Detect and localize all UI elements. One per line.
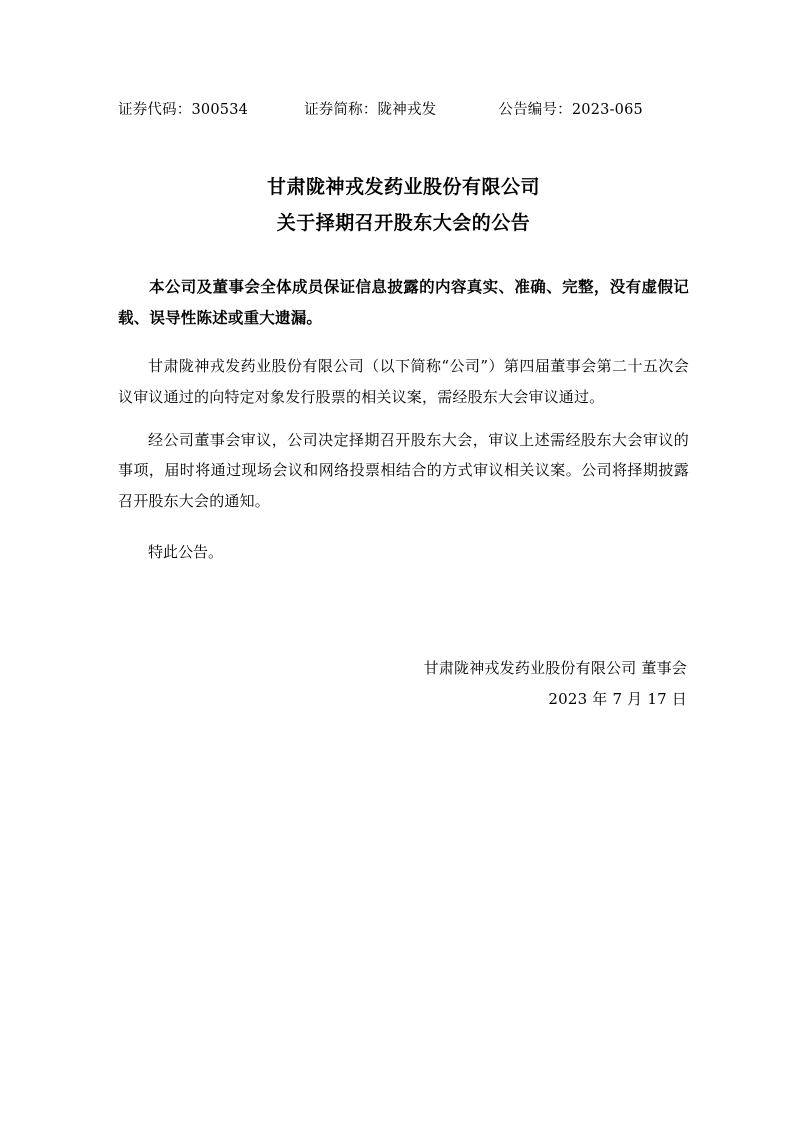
page-title: [118, 169, 689, 241]
body-paragraph-2: 经公司董事会审议，公司决定择期召开股东大会，审议上述需经股东大会审议的事项，届时将通过现场会议和网络投票相结合的方式审议相关议案。公司将择期披露召开股东大会的通知。: [118, 430, 689, 511]
title-line-subject: 关于择期召开股东大会的公告: [276, 212, 531, 235]
security-abbreviation: 证券简称：陇神戎发: [304, 102, 437, 118]
document-header: [118, 98, 689, 119]
signature-company: 甘肃陇神戎发药业股份有限公司 董事会: [423, 658, 687, 677]
announcement-number: 公告编号：2023-065: [498, 102, 643, 118]
signature-date: 2023 年 7 月 17 日: [548, 690, 687, 709]
body-paragraph-1: 甘肃陇神戎发药业股份有限公司（以下简称“公司”）第四届董事会第二十五次会议审议通过的向特定对象发行股票的相关议案，需经股东大会审议通过。: [118, 357, 689, 406]
disclosure-statement: 本公司及董事会全体成员保证信息披露的内容真实、准确、完整，没有虚假记载、误导性陈述或重大遗漏。: [118, 277, 689, 328]
title-line-company: 甘肃陇神戎发药业股份有限公司: [266, 176, 540, 198]
closing-statement: 特此公告。: [148, 542, 224, 561]
signature-block: [118, 653, 689, 716]
security-code: 证券代码：300534: [118, 102, 249, 118]
